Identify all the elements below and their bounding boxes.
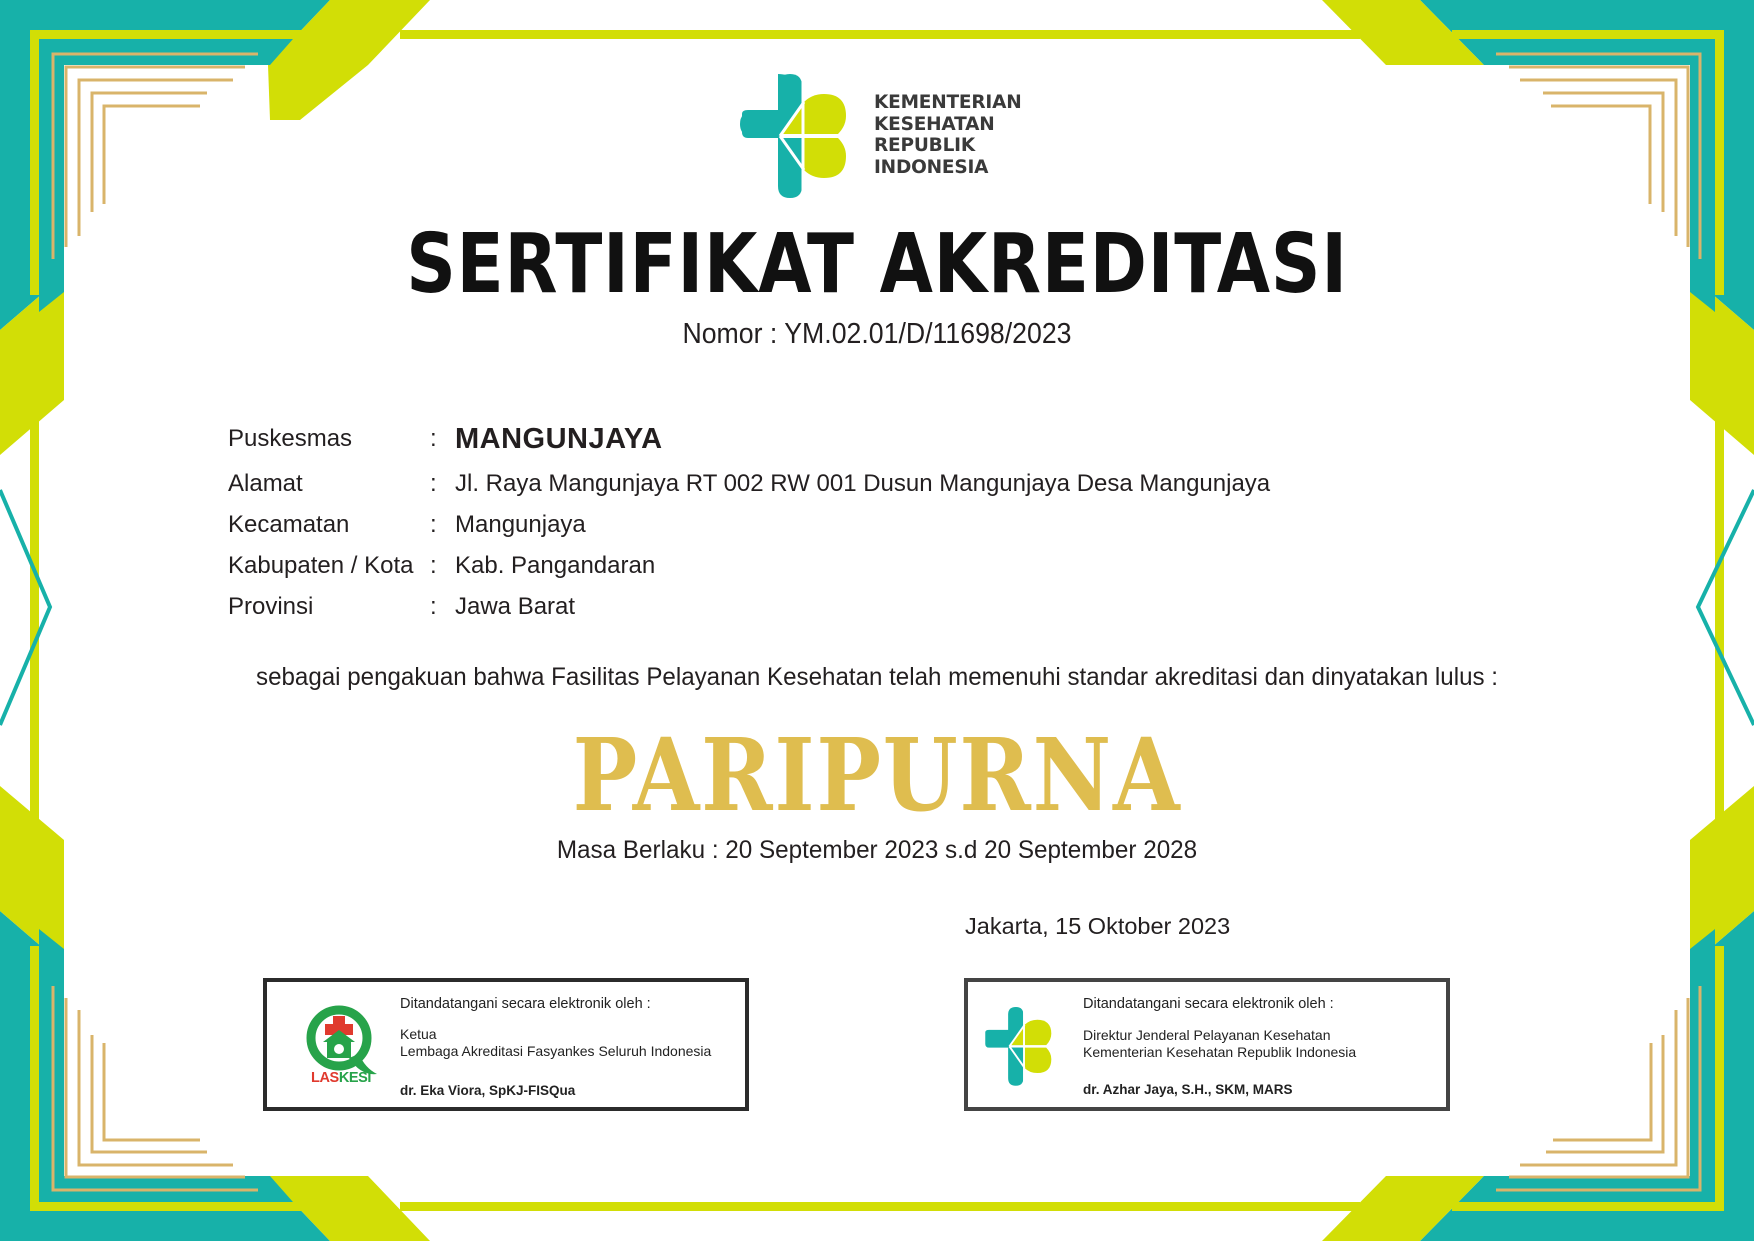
signer-name: dr. Azhar Jaya, S.H., SKM, MARS xyxy=(1083,1082,1293,1097)
certificate-number: Nomor : YM.02.01/D/11698/2023 xyxy=(682,318,1072,350)
field-value: Jl. Raya Mangunjaya RT 002 RW 001 Dusun Mangunjaya Desa Mangunjaya xyxy=(455,470,1271,497)
kemenkes-logo-icon xyxy=(740,74,866,200)
signer-position-line-2: Kementerian Kesehatan Republik Indonesia xyxy=(1083,1044,1357,1060)
signed-by-label: Ditandatangani secara elektronik oleh : xyxy=(400,996,651,1012)
validity-period: Masa Berlaku : 20 September 2023 s.d 20 September 2028 xyxy=(556,836,1198,864)
signer-position-line-2: Lembaga Akreditasi Fasyankes Seluruh Indonesia xyxy=(400,1043,712,1059)
ministry-name: KEMENTERIAN KESEHATAN REPUBLIK INDONESIA xyxy=(874,92,1022,178)
field-separator: : xyxy=(430,552,437,579)
field-label: Provinsi xyxy=(228,593,314,620)
signer-position-line-1: Ketua xyxy=(400,1026,437,1042)
ministry-logo xyxy=(740,74,1020,200)
field-label: Alamat xyxy=(228,470,303,497)
facility-name: MANGUNJAYA xyxy=(455,423,663,455)
field-label: Kabupaten / Kota xyxy=(228,552,414,579)
signature-box-kemenkes xyxy=(964,978,1450,1111)
accreditation-grade: PARIPURNA xyxy=(572,716,1182,834)
signed-by-label: Ditandatangani secara elektronik oleh : xyxy=(1083,996,1334,1012)
kemenkes-logo-icon xyxy=(984,1004,1064,1095)
accreditation-statement: sebagai pengakuan bahwa Fasilitas Pelayanan Kesehatan telah memenuhi standar akreditasi dan dinyatakan lulus : xyxy=(256,663,1498,691)
signer-name: dr. Eka Viora, SpKJ-FISQua xyxy=(400,1083,576,1098)
field-value: Mangunjaya xyxy=(455,511,586,538)
field-label: Puskesmas xyxy=(228,425,353,452)
laskesi-logo-icon xyxy=(305,1002,385,1102)
field-label: Kecamatan xyxy=(228,511,350,538)
place-date: Jakarta, 15 Oktober 2023 xyxy=(965,913,1231,939)
field-separator: : xyxy=(430,470,437,497)
certificate-title: SERTIFIKAT AKREDITASI xyxy=(406,217,1348,312)
field-separator: : xyxy=(430,511,437,538)
field-separator: : xyxy=(430,425,437,452)
field-separator: : xyxy=(430,593,437,620)
laskesi-logo-text: LASKESI xyxy=(311,1070,372,1086)
field-value: Kab. Pangandaran xyxy=(455,552,656,579)
signer-position-line-1: Direktur Jenderal Pelayanan Kesehatan xyxy=(1083,1027,1331,1043)
signature-box-laskesi xyxy=(263,978,749,1111)
field-value: Jawa Barat xyxy=(455,593,576,620)
